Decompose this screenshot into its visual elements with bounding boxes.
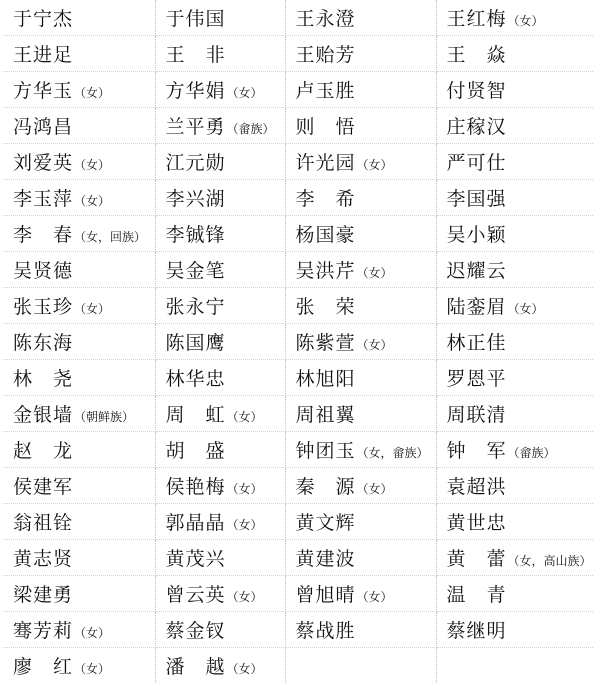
person-name: 秦 源 xyxy=(295,476,356,498)
name-cell xyxy=(285,576,436,612)
name-cell xyxy=(3,432,155,468)
person-name: 林 尧 xyxy=(13,368,74,390)
table-row xyxy=(3,324,593,360)
person-name: 黄文辉 xyxy=(295,512,356,534)
table-row xyxy=(3,36,593,72)
person-name: 兰平勇 xyxy=(165,116,226,138)
person-name: 张永宁 xyxy=(165,296,226,318)
name-cell xyxy=(285,432,436,468)
person-name: 李兴湖 xyxy=(165,188,226,210)
name-cell xyxy=(436,360,593,396)
name-cell xyxy=(285,36,436,72)
name-cell xyxy=(3,612,155,648)
table-row xyxy=(3,648,593,684)
name-cell xyxy=(436,540,593,576)
person-name: 江元勋 xyxy=(165,152,226,174)
person-note: （女） xyxy=(74,626,111,640)
name-cell xyxy=(155,0,285,36)
person-name: 吴贤德 xyxy=(13,260,74,282)
person-name: 陈紫萱 xyxy=(295,332,356,354)
person-note: （女） xyxy=(356,482,393,496)
table-row xyxy=(3,576,593,612)
table-row xyxy=(3,252,593,288)
name-cell xyxy=(436,144,593,180)
person-note: （女） xyxy=(226,518,263,532)
name-cell xyxy=(436,288,593,324)
table-row xyxy=(3,72,593,108)
person-name: 罗恩平 xyxy=(446,368,507,390)
person-name: 周 虹 xyxy=(165,404,226,426)
person-name: 严可仕 xyxy=(446,152,507,174)
name-roster-table xyxy=(3,0,593,683)
person-name: 卢玉胜 xyxy=(295,80,356,102)
person-note: （女） xyxy=(226,662,263,676)
person-name: 钟团玉 xyxy=(295,440,356,462)
table-row xyxy=(3,612,593,648)
name-cell xyxy=(3,180,155,216)
person-name: 胡 盛 xyxy=(165,440,226,462)
person-name: 钟 军 xyxy=(446,440,507,462)
name-cell xyxy=(155,504,285,540)
person-name: 林华忠 xyxy=(165,368,226,390)
name-cell xyxy=(3,360,155,396)
name-cell xyxy=(436,612,593,648)
name-cell xyxy=(3,0,155,36)
table-row xyxy=(3,540,593,576)
person-name: 廖 红 xyxy=(13,656,74,678)
person-name: 黄世忠 xyxy=(446,512,507,534)
person-note: （女） xyxy=(356,590,393,604)
name-cell xyxy=(436,36,593,72)
person-name: 李国强 xyxy=(446,188,507,210)
name-cell xyxy=(155,612,285,648)
person-name: 许光园 xyxy=(295,152,356,174)
name-cell xyxy=(285,396,436,432)
person-name: 蔡战胜 xyxy=(295,620,356,642)
person-name: 张 荣 xyxy=(295,296,356,318)
name-cell xyxy=(3,36,155,72)
name-cell xyxy=(436,72,593,108)
name-cell xyxy=(3,252,155,288)
name-cell xyxy=(3,144,155,180)
person-note: （女，畲族） xyxy=(356,446,429,460)
person-name: 潘 越 xyxy=(165,656,226,678)
name-cell xyxy=(3,576,155,612)
name-cell xyxy=(436,108,593,144)
name-cell xyxy=(3,72,155,108)
name-cell xyxy=(285,612,436,648)
name-cell xyxy=(436,432,593,468)
person-name: 杨国豪 xyxy=(295,224,356,246)
person-name: 王 焱 xyxy=(446,44,507,66)
person-name: 迟耀云 xyxy=(446,260,507,282)
name-cell xyxy=(155,108,285,144)
name-cell xyxy=(3,396,155,432)
person-name: 郭晶晶 xyxy=(165,512,226,534)
name-cell xyxy=(285,324,436,360)
person-note: （女） xyxy=(226,410,263,424)
person-name: 于宁杰 xyxy=(13,8,74,30)
name-cell xyxy=(285,144,436,180)
person-name: 李铖锋 xyxy=(165,224,226,246)
person-name: 刘爱英 xyxy=(13,152,74,174)
person-name: 黄建波 xyxy=(295,548,356,570)
person-note: （女） xyxy=(507,302,544,316)
name-cell xyxy=(436,576,593,612)
person-name: 吴洪芹 xyxy=(295,260,356,282)
name-cell xyxy=(3,540,155,576)
person-name: 吴小颖 xyxy=(446,224,507,246)
person-name: 王 非 xyxy=(165,44,226,66)
person-name: 黄 蕾 xyxy=(446,548,507,570)
name-cell xyxy=(155,180,285,216)
name-cell xyxy=(155,288,285,324)
name-cell xyxy=(3,648,155,684)
table-row xyxy=(3,396,593,432)
name-cell xyxy=(285,252,436,288)
table-row xyxy=(3,0,593,36)
person-name: 方华娟 xyxy=(165,80,226,102)
person-note: （女） xyxy=(74,86,111,100)
name-cell xyxy=(285,72,436,108)
person-note: （女） xyxy=(74,158,111,172)
name-cell xyxy=(436,504,593,540)
name-cell xyxy=(155,324,285,360)
person-name: 陆銮眉 xyxy=(446,296,507,318)
name-cell xyxy=(285,360,436,396)
person-name: 梁建勇 xyxy=(13,584,74,606)
person-note: （女） xyxy=(507,14,544,28)
person-name: 于伟国 xyxy=(165,8,226,30)
name-cell xyxy=(155,216,285,252)
name-cell xyxy=(436,324,593,360)
name-cell xyxy=(3,504,155,540)
name-cell xyxy=(285,288,436,324)
name-cell xyxy=(436,648,593,684)
person-note: （女） xyxy=(356,266,393,280)
person-name: 周联清 xyxy=(446,404,507,426)
name-cell xyxy=(155,468,285,504)
name-cell xyxy=(3,108,155,144)
person-note: （女） xyxy=(74,662,111,676)
person-note: （女） xyxy=(226,86,263,100)
person-name: 王红梅 xyxy=(446,8,507,30)
person-note: （女） xyxy=(226,590,263,604)
name-cell xyxy=(436,0,593,36)
person-note: （女） xyxy=(226,482,263,496)
name-cell xyxy=(155,648,285,684)
person-note: （女，高山族） xyxy=(507,554,592,568)
table-row xyxy=(3,180,593,216)
person-name: 陈东海 xyxy=(13,332,74,354)
name-cell xyxy=(3,288,155,324)
person-name: 骞芳莉 xyxy=(13,620,74,642)
name-cell xyxy=(155,396,285,432)
table-row xyxy=(3,144,593,180)
person-name: 庄稼汉 xyxy=(446,116,507,138)
table-row xyxy=(3,216,593,252)
name-cell xyxy=(285,216,436,252)
person-name: 王贻芳 xyxy=(295,44,356,66)
person-name: 曾旭晴 xyxy=(295,584,356,606)
table-row xyxy=(3,360,593,396)
person-name: 曾云英 xyxy=(165,584,226,606)
name-cell xyxy=(285,648,436,684)
person-name: 李 春 xyxy=(13,224,74,246)
person-name: 李玉萍 xyxy=(13,188,74,210)
table-row xyxy=(3,504,593,540)
name-cell xyxy=(155,576,285,612)
name-cell xyxy=(3,468,155,504)
name-cell xyxy=(285,0,436,36)
person-note: （女，回族） xyxy=(74,230,147,244)
person-name: 黄茂兴 xyxy=(165,548,226,570)
person-name: 袁超洪 xyxy=(446,476,507,498)
name-cell xyxy=(155,432,285,468)
person-name: 王永澄 xyxy=(295,8,356,30)
name-cell xyxy=(436,180,593,216)
person-note: （女） xyxy=(74,302,111,316)
person-note: （女） xyxy=(356,158,393,172)
person-name: 侯艳梅 xyxy=(165,476,226,498)
name-cell xyxy=(285,180,436,216)
name-cell xyxy=(436,468,593,504)
person-name: 付贤智 xyxy=(446,80,507,102)
person-name: 李 希 xyxy=(295,188,356,210)
roster-body xyxy=(3,0,593,683)
name-cell xyxy=(3,216,155,252)
name-cell xyxy=(155,360,285,396)
person-name: 林旭阳 xyxy=(295,368,356,390)
name-cell xyxy=(285,108,436,144)
person-name: 陈国鹰 xyxy=(165,332,226,354)
name-cell xyxy=(285,504,436,540)
table-row xyxy=(3,108,593,144)
table-row xyxy=(3,432,593,468)
person-name: 林正佳 xyxy=(446,332,507,354)
name-cell xyxy=(436,216,593,252)
person-name: 张玉珍 xyxy=(13,296,74,318)
person-name: 王进足 xyxy=(13,44,74,66)
person-name: 金银墙 xyxy=(13,404,74,426)
name-cell xyxy=(155,36,285,72)
person-name: 翁祖铨 xyxy=(13,512,74,534)
name-cell xyxy=(155,252,285,288)
name-cell xyxy=(3,324,155,360)
person-name: 方华玉 xyxy=(13,80,74,102)
table-row xyxy=(3,468,593,504)
person-name: 赵 龙 xyxy=(13,440,74,462)
person-note: （畲族） xyxy=(507,446,556,460)
name-cell xyxy=(285,468,436,504)
name-cell xyxy=(155,144,285,180)
person-note: （女） xyxy=(356,338,393,352)
name-cell xyxy=(285,540,436,576)
person-note: （女） xyxy=(74,194,111,208)
person-note: （畲族） xyxy=(226,122,275,136)
person-name: 周祖翼 xyxy=(295,404,356,426)
person-name: 吴金笔 xyxy=(165,260,226,282)
name-cell xyxy=(436,252,593,288)
person-name: 黄志贤 xyxy=(13,548,74,570)
name-cell xyxy=(155,72,285,108)
person-name: 侯建军 xyxy=(13,476,74,498)
person-name: 蔡金钗 xyxy=(165,620,226,642)
person-name: 温 青 xyxy=(446,584,507,606)
person-name: 冯鸿昌 xyxy=(13,116,74,138)
name-cell xyxy=(155,540,285,576)
person-name: 则 悟 xyxy=(295,116,356,138)
person-name: 蔡继明 xyxy=(446,620,507,642)
name-cell xyxy=(436,396,593,432)
person-note: （朝鲜族） xyxy=(74,410,135,424)
table-row xyxy=(3,288,593,324)
